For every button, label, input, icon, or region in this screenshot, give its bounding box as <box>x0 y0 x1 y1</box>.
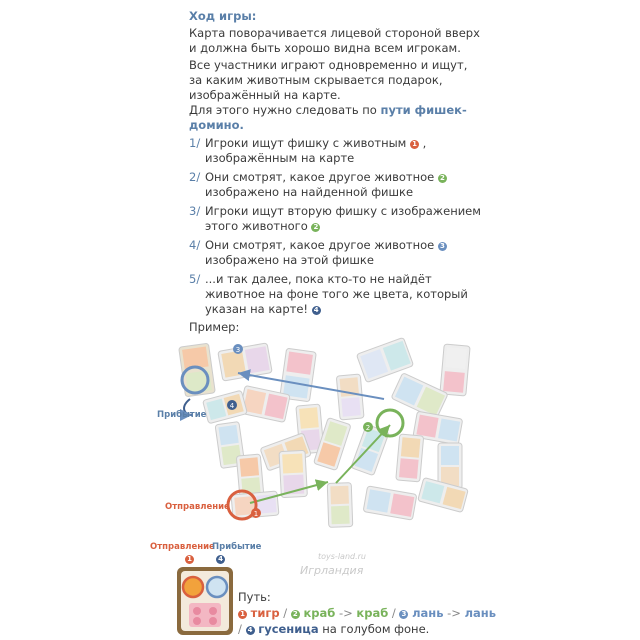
domino-tile <box>363 486 417 520</box>
blue-background-icon <box>207 577 227 597</box>
domino-path-highlight: пути фишек- <box>380 103 467 117</box>
watermark-brand: Игрландия <box>300 564 364 577</box>
card-badge-departure: 1 <box>185 555 194 564</box>
step-number: 4/ <box>189 238 201 252</box>
step-badge: 2 <box>311 223 320 232</box>
step-text: ...и так далее, пока кто-то не найдёт <box>205 272 432 286</box>
step-1 <box>189 136 479 168</box>
path-caterpillar: гусеница <box>258 622 319 636</box>
domino-tile <box>203 390 248 424</box>
example-card <box>175 565 235 637</box>
step-5 <box>189 272 479 320</box>
rules-paragraph-2-line-2: за каким животным скрывается подарок, <box>189 73 443 87</box>
path-crab-2: краб <box>356 606 389 620</box>
path-sep: / <box>279 606 291 620</box>
path-tail: на голубом фоне. <box>318 622 430 636</box>
step-3 <box>189 204 479 236</box>
domino-tile <box>396 434 424 482</box>
path-tiger: тигр <box>250 606 280 620</box>
gift-icon <box>189 603 221 627</box>
tiger-icon <box>183 577 203 597</box>
card-departure-label: Отправление <box>150 542 215 552</box>
departure-label: Отправление <box>165 502 230 512</box>
domino-illustration <box>150 335 490 530</box>
rules-paragraph-1-line-1: Карта поворачивается лицевой стороной вверх <box>189 26 480 40</box>
path-sep: / <box>238 622 246 636</box>
crab-highlight <box>377 410 403 436</box>
rules-paragraph-3-line-2: домино. <box>189 118 244 132</box>
step-text: изображено на найденной фишке <box>205 185 414 199</box>
step-text: Они смотрят, какое другое животное <box>205 170 435 184</box>
domino-tile <box>440 344 470 396</box>
step-text: изображённым на карте <box>205 151 355 165</box>
domino-tile <box>336 374 364 420</box>
rules-paragraph-3-line-1 <box>189 103 467 118</box>
step-2 <box>189 170 479 202</box>
path-deer-2: лань <box>464 606 496 620</box>
path-arrow: -> <box>335 606 357 620</box>
step-number: 5/ <box>189 272 201 286</box>
step-text: Игроки ищут вторую фишку с изображением <box>205 204 481 218</box>
step-number: 3/ <box>189 204 201 218</box>
watermark-url: toys-land.ru <box>318 552 366 561</box>
rules-paragraph-2-line-1: Все участники играют одновременно и ищут, <box>189 58 468 72</box>
path-crab: краб <box>303 606 336 620</box>
path-title: Путь: <box>238 590 271 604</box>
step-badge: 2 <box>438 174 447 183</box>
figure-badge-1 <box>251 508 261 518</box>
path-badge-1: 1 <box>238 610 247 619</box>
path-badge-2: 2 <box>291 610 300 619</box>
svg-text:3: 3 <box>235 346 241 354</box>
step-number: 2/ <box>189 170 201 184</box>
path-line-1 <box>238 606 496 621</box>
rules-paragraph-1-line-2: и должна быть хорошо видна всем игрокам. <box>189 41 461 55</box>
figure-badge-3 <box>233 344 243 354</box>
step-text: животное на фоне того же цвета, который <box>205 287 468 301</box>
path-badge-3: 3 <box>399 610 408 619</box>
section-title: Ход игры: <box>189 9 257 23</box>
path-badge-4: 4 <box>246 626 255 635</box>
path-sep: / <box>388 606 400 620</box>
step-badge: 3 <box>438 242 447 251</box>
figure-badge-4 <box>227 400 237 410</box>
svg-text:4: 4 <box>229 402 235 410</box>
step-4 <box>189 238 479 270</box>
rules-paragraph-2-line-3: изображённый на карте. <box>189 88 341 102</box>
step-number: 1/ <box>189 136 201 150</box>
step-text-end: , <box>422 136 427 150</box>
step-text: изображено на этой фишке <box>205 253 374 267</box>
svg-text:2: 2 <box>365 424 371 432</box>
path-arrow: -> <box>443 606 465 620</box>
path-deer: лань <box>412 606 444 620</box>
domino-tile <box>218 343 272 381</box>
arrival-label: Прибытие <box>157 410 207 420</box>
svg-text:1: 1 <box>253 510 259 518</box>
domino-tiles <box>179 337 470 527</box>
step-text: этого животного <box>205 219 308 233</box>
rules-paragraph-3-text: Для этого нужно следовать по <box>189 103 381 117</box>
step-badge: 4 <box>312 306 321 315</box>
card-badge-arrival: 4 <box>216 555 225 564</box>
path-line-2 <box>238 622 429 637</box>
step-badge: 1 <box>410 140 419 149</box>
step-text: указан на карте! <box>205 302 309 316</box>
step-text: Они смотрят, какое другое животное <box>205 238 435 252</box>
domino-tile <box>327 483 353 528</box>
example-label: Пример: <box>189 320 240 334</box>
step-text: Игроки ищут фишку с животным <box>205 136 407 150</box>
figure-badge-2 <box>363 422 373 432</box>
card-arrival-label: Прибытие <box>212 542 262 552</box>
